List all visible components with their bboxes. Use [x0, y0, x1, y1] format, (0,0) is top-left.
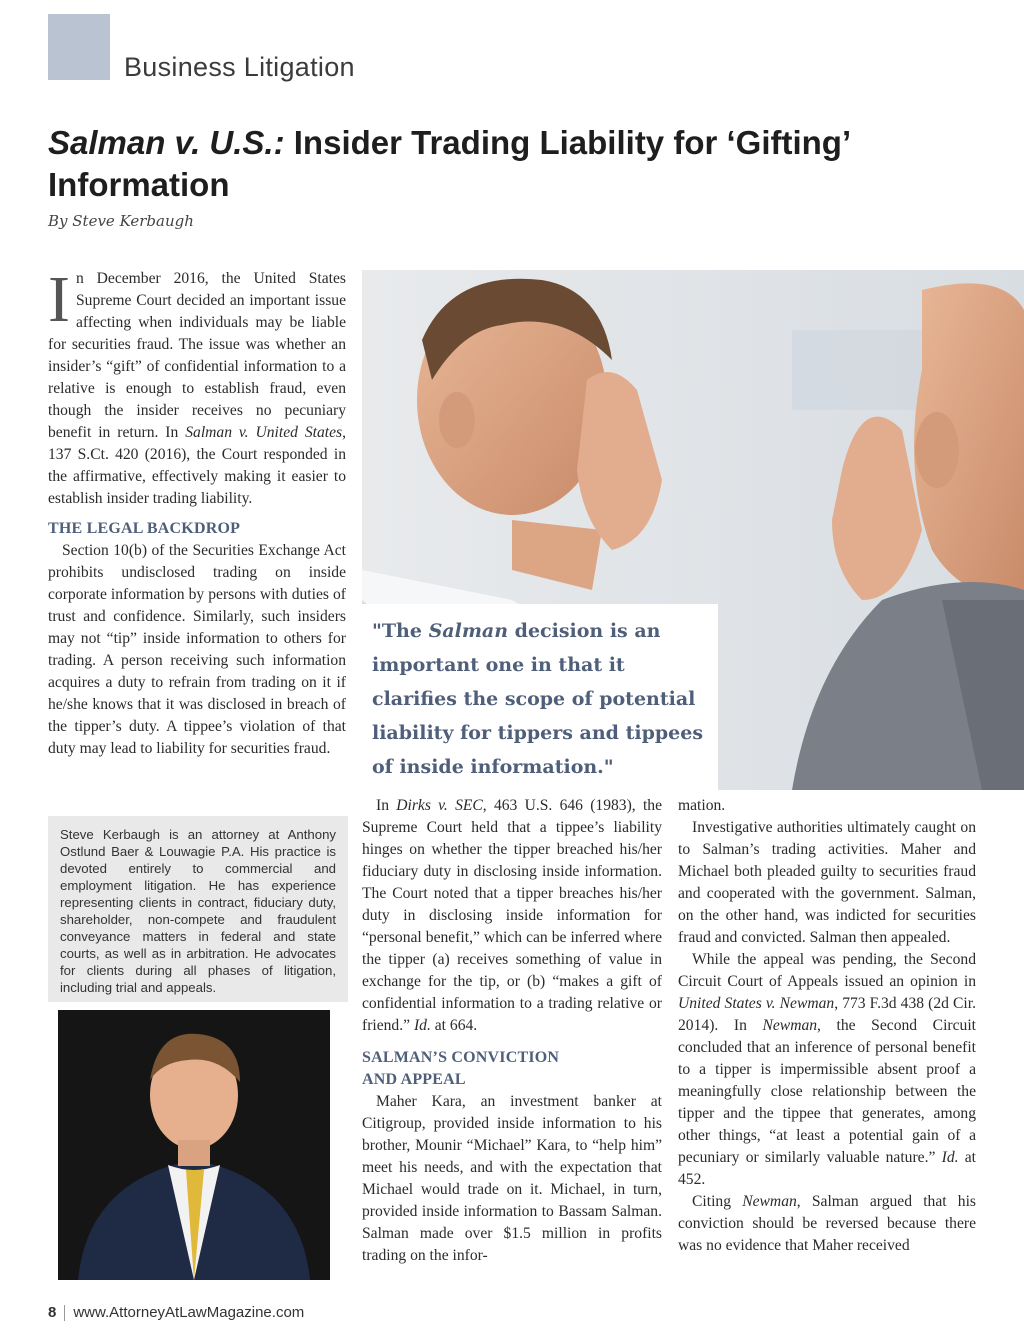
heading-conviction-line1: SALMAN’S CONVICTION — [362, 1049, 560, 1066]
appeal-text-b: , 773 F.3d 438 (2d Cir. 2014). In — [678, 995, 976, 1034]
drop-cap: I — [48, 263, 70, 336]
title-rest: Insider Trading Liability for ‘Gifting’ Information — [48, 124, 850, 203]
page-number: 8 — [48, 1304, 57, 1321]
appeal-case-2: Newman — [762, 1017, 818, 1034]
footer-divider — [64, 1305, 65, 1321]
footer-website: www.AttorneyAtLawMagazine.com — [73, 1304, 305, 1321]
appeal-paragraph — [678, 949, 976, 1191]
citing-paragraph — [678, 1191, 976, 1257]
pull-quote — [372, 614, 708, 784]
heading-conviction-appeal — [362, 1047, 662, 1091]
appeal-id: Id. — [941, 1149, 959, 1166]
author-portrait — [58, 1010, 330, 1280]
dirks-text-c: at 664. — [430, 1017, 478, 1034]
column-2 — [362, 795, 662, 1267]
dirks-text-b: , 463 U.S. 646 (1983), the Supreme Court held that a tippee’s liability hinges on whether the tipper breached his/her fiduciary duty in disclosing inside information. The Court noted that a tipper breaches his/her duty in disclosing inside information for “personal benefit,” which can be inferred where the tipper (a) receives something of value in exchange for the tip, or (b) “makes a gift of confidential information to a trading relative or friend.” — [362, 797, 662, 1034]
intro-rest: , 137 S.Ct. 420 (2016), the Court responded in the affirmative, effectively making it easier to establish insider trading liability. — [48, 424, 347, 507]
conviction-paragraph: Maher Kara, an investment banker at Citigroup, provided inside information to his brother, Mounir “Michael” Kara, to “help him” meet his needs, and with the expectation that Michael would trade on it. Michael, in turn, provided inside information to Bassam Salman. Salman made over $1.5 million in profits trading on the infor- — [362, 1093, 662, 1264]
dirks-paragraph — [362, 795, 662, 1037]
column-3 — [678, 795, 976, 1257]
heading-conviction-line2: AND APPEAL — [362, 1071, 466, 1088]
pull-quote-case: Salman — [428, 620, 509, 642]
investigative-paragraph: Investigative authorities ultimately caught on to Salman’s trading activities. Maher and Michael both pleaded guilty to securities fraud and cooperated with the government. Salman, on the other hand, was indicted for securities fraud and convicted. Salman then appealed. — [678, 819, 976, 946]
heading-legal-backdrop: THE LEGAL BACKDROP — [48, 520, 241, 537]
pull-quote-text-a: "The — [372, 620, 429, 642]
section-label: Business Litigation — [124, 52, 355, 82]
author-photo — [58, 1010, 330, 1280]
intro-paragraph — [48, 263, 347, 510]
dirks-text-a: In — [376, 797, 397, 814]
title-case-name: Salman v. U.S.: — [48, 124, 285, 161]
col3-continuation: mation. — [678, 797, 726, 814]
appeal-text-a: While the appeal was pending, the Second Circuit Court of Appeals issued an opinion in — [678, 951, 976, 990]
header-accent-block — [48, 14, 110, 80]
author-bio-box: Steve Kerbaugh is an attorney at Anthony Ostlund Baer & Louwagie P.A. His practice is devoted entirely to commercial and employment litigation. He has experience representing clients in contract, fiduciary duty, shareholder, non-compete and fraudulent conveyance matters in federal and state courts, as well as in arbitration. He advocates for clients during all phases of litigation, including trial and appeals. — [48, 816, 348, 1002]
column-1 — [48, 263, 347, 760]
appeal-text-d: at 452. — [678, 1149, 976, 1188]
article-title — [48, 122, 1008, 206]
appeal-text-c: , the Second Circuit concluded that an inference of personal benefit to a tipper is impermissible absent proof a meaningfully close relationship between the tipper and the tippee that generates, among other things, “at least a potential gain of a pecuniary or similarly valuable nature.” — [678, 1017, 976, 1166]
citing-case: Newman — [742, 1193, 797, 1210]
dirks-id: Id. — [413, 1017, 431, 1034]
citing-text-b: , Salman argued that his conviction should be reversed because there was no evidence that Maher received — [678, 1193, 976, 1254]
dirks-case: Dirks v. SEC — [396, 797, 483, 814]
citing-text-a: Citing — [692, 1193, 743, 1210]
page-footer — [48, 1304, 304, 1321]
intro-text: n December 2016, the United States Supreme Court decided an important issue affecting when individuals may be liable for securities fraud. The issue was whether an insider’s “gift” of confidential information to a relative is enough to establish fraud, even though the insider receives no pecuniary benefit in return. In — [48, 270, 346, 441]
intro-case: Salman v. United States — [185, 424, 343, 441]
pull-quote-text-b: decision is an important one in that it clarifies the scope of potential liability for tippers and tippees of inside information." — [372, 620, 704, 778]
byline: By Steve Kerbaugh — [48, 212, 194, 230]
backdrop-paragraph: Section 10(b) of the Securities Exchange Act prohibits undisclosed trading on inside corporate information by persons with duties of trust and confidence. Similarly, such insiders may not “tip” inside information to others for trading. A person receiving such information acquires a duty to refrain from trading on it if he/she knows that it was disclosed in breach of the tipper’s duty. A tippee’s violation of that duty may lead to liability for securities fraud. — [48, 542, 346, 757]
appeal-case: United States v. Newman — [678, 995, 835, 1012]
